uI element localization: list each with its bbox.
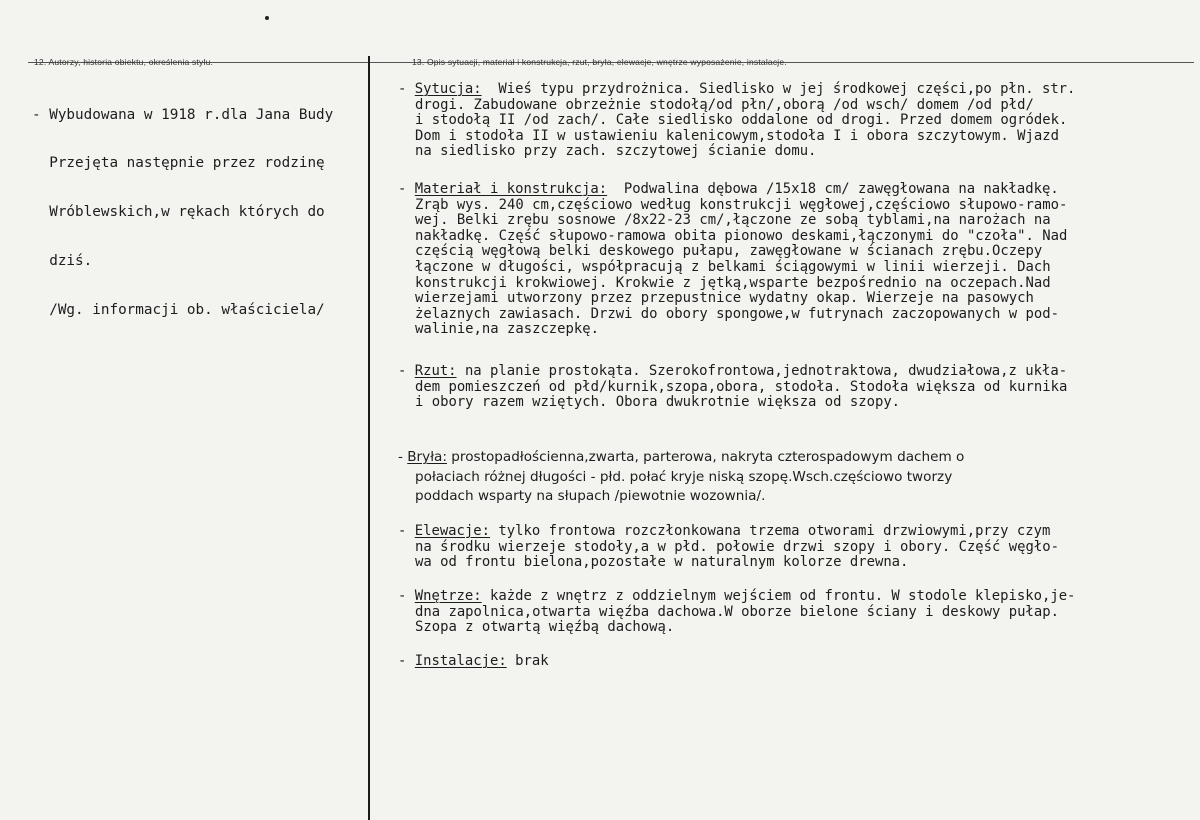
section-line: prostopadłościenna,zwarta, parterowa, nakryta czterospadowym dachem o [451,449,965,465]
section-sytuacja: - Sytucja: Wieś typu przydrożnica. Siedlisko w jej środkowej części,po płn. str. drogi. Zabudowane obrzeżnie stodołą/od płn/,oborą /od wsch/ domem /od płd/ i stodołą II /od zach/. Całe siedlisko oddalone od drogi. Przed domem ogródek. Dom i stodoła II w ustawieniu kalenicowym,stodoła I i obora szczytowym. Wjazd na siedlisko przy zach. szczytowej ścianie domu. [398,82,1188,160]
section-line: Szopa z otwartą więźbą dachową. [415,619,675,636]
section-label: Elewacje: [414,523,491,539]
section-label: Wnętrze: [414,588,482,604]
section-wnetrze: - Wnętrze: każde z wnętrz z oddzielnym wejściem od frontu. W stodole klepisko,je- dna zapolnica,otwarta więźba dachowa.W oborze bielone ściany i deskowy pułap. Szopa z otwartą więźbą dachową. [398,589,1188,636]
section-rzut: - Rzut: na planie prostokąta. Szerokofrontowa,jednotraktowa, dwudziałowa,z ukła- dem pomieszczeń od płd/kurnik,szopa,obora, stodoła. Stodoła większa od kurnika i obory razem wziętych. Obora dwukrotnie większa od szopy. [398,364,1188,411]
column-divider [368,56,370,820]
section-line: każde z wnętrz z oddzielnym wejściem od frontu. W stodole klepisko,je- [490,588,1076,604]
section-line: brak [515,653,549,669]
section-line: połaciach różnej długości - płd. połać kryje niską szopę.Wsch.częściowo tworzy [415,469,953,485]
section-instalacje: - Instalacje: brak [398,653,549,669]
section-line: dem pomieszczeń od płd/kurnik,szopa,obora, stodoła. Stodoła większa od kurnika [415,378,1068,395]
section-line: wa od frontu bielona,pozostałe w naturalnym kolorze drewna. [415,554,909,571]
section-line: nakładkę. Część słupowo-ramowa obita pionowo deskami,łączonymi do "czoła". Nad [415,227,1068,244]
section-line: i obory razem wziętych. Obora dwukrotnie większa od szopy. [415,394,901,411]
section-line: Podwalina dębowa /15x18 cm/ zawęgłowana na nakładkę. [623,181,1059,197]
section-line: Wieś typu przydrożnica. Siedlisko w jej środkowej części,po płn. str. [498,81,1076,97]
section-line: wej. Belki zrębu sosnowe /8x22-23 cm/,łączone ze sobą tyblami,na narożach na [415,212,1051,229]
section-line: Zrąb wys. 240 cm,częściowo według konstrukcji węgłowej,częściowo słupowo-ramo- [415,196,1068,213]
section-label: Materiał i konstrukcja: [414,181,608,197]
section-label: Bryła: [407,449,447,465]
section-line: poddach wsparty na słupach /piewotnie wozownia/. [415,488,766,504]
section-label: Rzut: [414,363,457,379]
right-column-header: 13. Opis sytuacji, materiał i konstrukcja, rzut, bryła, elewacje, wnętrze wyposażenie, instalacje. [412,57,787,67]
ink-dot [265,16,269,20]
section-line: i stodołą II /od zach/. Całe siedlisko oddalone od drogi. Przed domem ogródek. [415,112,1068,129]
section-line: tylko frontowa rozczłonkowana trzema otworami drzwiowymi,przy czym [498,523,1051,539]
section-label: Instalacje: [414,653,507,669]
section-label: Sytucja: [414,81,482,97]
section-line: na siedlisko przy zach. szczytowej ścianie domu. [415,143,817,160]
section-line: żelaznych zawiasach. Drzwi do obory spongowe,w futrynach zaczopowanych w pod- [415,305,1059,322]
section-line: wierzejami utworzony przez przepustnice wydatny okap. Wierzeje na pasowych [415,290,1034,307]
section-line: walinie,na zaszczepkę. [415,321,599,338]
left-column-header: 12. Autorzy, historia obiektu, określenia stylu. [34,57,214,67]
section-material: - Materiał i konstrukcja: Podwalina dębowa /15x18 cm/ zawęgłowana na nakładkę. Zrąb wys. 240 cm,częściowo według konstrukcji węgłowej,częściowo słupowo-ramo- wej. Belki zrębu sosnowe /8x22-23 cm/,łączone ze sobą tyblami,na narożach na nakładkę. Część słupowo-ramowa obita pionowo deskami,łączonymi do "czoła". Nad częścią węgłową belki deskowego pułapu, zawęgłowane w ścianach zrębu.Oczepy łączone w długości, współpracują z belkami ściągowymi w linii wierzeji. Dach konstrukcji krokwiowej. Krokwie z jętką,wsparte bezpośrednio na oczepach.Nad wierzejami utworzony przez przepustnice wydatny okap. Wierzeje na pasowych żelaznych zawiasach. Drzwi do obory spongowe,w futrynach zaczopowanych w pod- walinie,na zaszczepkę. [398,182,1188,338]
left-line: dziś. [32,253,93,270]
section-line: drogi. Zabudowane obrzeżnie stodołą/od płn/,oborą /od wsch/ domem /od płd/ [415,96,1034,113]
section-line: na środku wierzeje stodoły,a w płd. połowie drzwi szopy i obory. Część węgło- [415,538,1059,555]
left-line: - Wybudowana w 1918 r.dla Jana Budy [32,106,334,123]
section-elewacje: - Elewacje: tylko frontowa rozczłonkowana trzema otworami drzwiowymi,przy czym na środku wierzeje stodoły,a w płd. połowie drzwi szopy i obory. Część węgło- wa od frontu bielona,pozostałe w naturalnym kolorze drewna. [398,524,1188,571]
section-line: dna zapolnica,otwarta więźba dachowa.W oborze bielone ściany i deskowy pułap. [415,603,1059,620]
section-line: częścią węgłową belki deskowego pułapu, zawęgłowane w ścianach zrębu.Oczepy [415,243,1043,260]
section-line: Dom i stodoła II w ustawieniu kalenicowym,stodoła I i obora szczytowym. Wjazd [415,127,1059,144]
left-line: Wróblewskich,w rękach których do [32,204,325,221]
left-line: Przejęta następnie przez rodzinę [32,155,325,172]
left-line: /Wg. informacji ob. właściciela/ [32,302,325,319]
section-line: łączone w długości, współpracują z belkami ściągowymi w linii wierzeji. Dach [415,258,1051,275]
section-bryla: - Bryła: prostopadłościenna,zwarta, parterowa, nakryta czterospadowym dachem o połaciach różnej długości - płd. połać kryje niską szopę.Wsch.częściowo tworzy poddach wsparty na słupach /piewotnie wozownia/. [398,446,1188,506]
section-line: na planie prostokąta. Szerokofrontowa,jednotraktowa, dwudziałowa,z ukła- [464,363,1068,379]
left-column-text [32,74,368,351]
section-line: konstrukcji krokwiowej. Krokwie z jętką,wsparte bezpośrednio na oczepach.Nad [415,274,1051,291]
